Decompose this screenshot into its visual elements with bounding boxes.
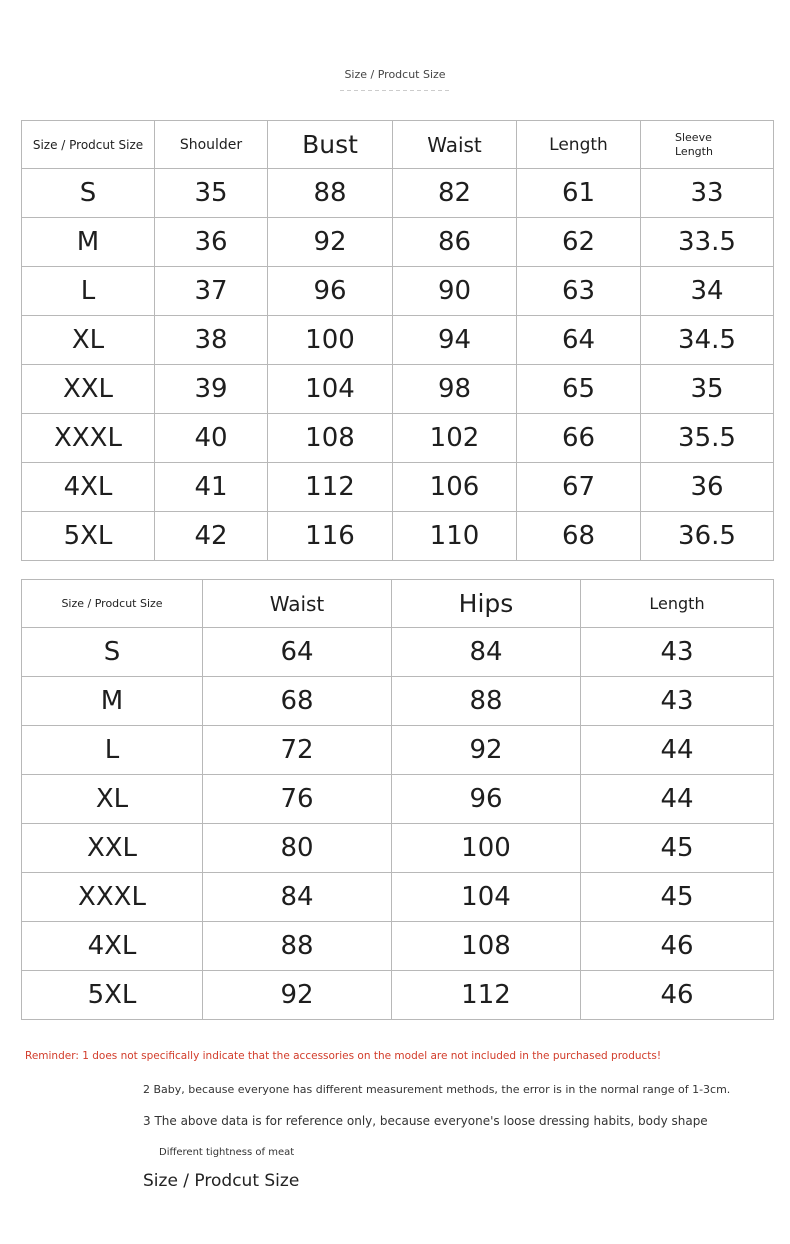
cell-bust: 100 bbox=[268, 316, 393, 365]
cell-length: 66 bbox=[517, 414, 641, 463]
cell-shoulder: 36 bbox=[155, 218, 268, 267]
cell-sleeve: 36.5 bbox=[641, 512, 774, 561]
reminder-note: Reminder: 1 does not specifically indicate that the accessories on the model are not included in the purchased products! bbox=[25, 1050, 662, 1062]
cell-waist: 106 bbox=[393, 463, 517, 512]
cell-size: L bbox=[22, 726, 203, 775]
cell-waist: 110 bbox=[393, 512, 517, 561]
cell-shoulder: 42 bbox=[155, 512, 268, 561]
table-row bbox=[22, 512, 774, 561]
cell-hips: 112 bbox=[392, 971, 581, 1020]
table-row bbox=[22, 922, 774, 971]
reference-note-continued: Different tightness of meat bbox=[159, 1147, 295, 1158]
cell-bust: 92 bbox=[268, 218, 393, 267]
cell-length: 45 bbox=[581, 824, 774, 873]
header-waist: Waist bbox=[393, 121, 517, 169]
cell-bust: 108 bbox=[268, 414, 393, 463]
cell-sleeve: 34.5 bbox=[641, 316, 774, 365]
cell-sleeve: 35.5 bbox=[641, 414, 774, 463]
cell-waist: 84 bbox=[203, 873, 392, 922]
cell-size: XL bbox=[22, 316, 155, 365]
cell-length: 45 bbox=[581, 873, 774, 922]
header-sleeve-line1: Sleeve bbox=[675, 130, 712, 144]
cell-length: 65 bbox=[517, 365, 641, 414]
cell-size: 5XL bbox=[22, 971, 203, 1020]
cell-length: 67 bbox=[517, 463, 641, 512]
cell-size: XXXL bbox=[22, 414, 155, 463]
table-row bbox=[22, 726, 774, 775]
header-length: Length bbox=[581, 580, 774, 628]
cell-size: 5XL bbox=[22, 512, 155, 561]
cell-length: 64 bbox=[517, 316, 641, 365]
cell-waist: 82 bbox=[393, 169, 517, 218]
header-bust: Bust bbox=[268, 121, 393, 169]
cell-sleeve: 33.5 bbox=[641, 218, 774, 267]
cell-waist: 102 bbox=[393, 414, 517, 463]
table-row bbox=[22, 169, 774, 218]
cell-hips: 100 bbox=[392, 824, 581, 873]
cell-length: 62 bbox=[517, 218, 641, 267]
cell-bust: 96 bbox=[268, 267, 393, 316]
cell-waist: 90 bbox=[393, 267, 517, 316]
table-row bbox=[22, 677, 774, 726]
cell-waist: 86 bbox=[393, 218, 517, 267]
cell-hips: 88 bbox=[392, 677, 581, 726]
table-row bbox=[22, 824, 774, 873]
cell-size: XXXL bbox=[22, 873, 203, 922]
cell-waist: 92 bbox=[203, 971, 392, 1020]
cell-waist: 94 bbox=[393, 316, 517, 365]
table-row bbox=[22, 873, 774, 922]
header-waist: Waist bbox=[203, 580, 392, 628]
cell-length: 46 bbox=[581, 971, 774, 1020]
cell-length: 61 bbox=[517, 169, 641, 218]
table-row bbox=[22, 775, 774, 824]
cell-sleeve: 33 bbox=[641, 169, 774, 218]
cell-waist: 72 bbox=[203, 726, 392, 775]
cell-waist: 68 bbox=[203, 677, 392, 726]
cell-hips: 104 bbox=[392, 873, 581, 922]
cell-size: S bbox=[22, 169, 155, 218]
cell-hips: 92 bbox=[392, 726, 581, 775]
top-size-table bbox=[21, 120, 774, 561]
table-row bbox=[22, 414, 774, 463]
bottom-size-table bbox=[21, 579, 774, 1020]
cell-length: 44 bbox=[581, 726, 774, 775]
cell-length: 46 bbox=[581, 922, 774, 971]
measurement-note: 2 Baby, because everyone has different measurement methods, the error is in the normal range of 1-3cm. bbox=[143, 1083, 731, 1096]
cell-shoulder: 37 bbox=[155, 267, 268, 316]
cell-waist: 98 bbox=[393, 365, 517, 414]
cell-hips: 84 bbox=[392, 628, 581, 677]
cell-bust: 88 bbox=[268, 169, 393, 218]
cell-hips: 96 bbox=[392, 775, 581, 824]
header-size: Size / Prodcut Size bbox=[22, 580, 203, 628]
cell-length: 68 bbox=[517, 512, 641, 561]
cell-waist: 76 bbox=[203, 775, 392, 824]
cell-sleeve: 35 bbox=[641, 365, 774, 414]
reference-note: 3 The above data is for reference only, because everyone's loose dressing habits, body shape bbox=[143, 1114, 708, 1128]
cell-hips: 108 bbox=[392, 922, 581, 971]
footer-size-label: Size / Prodcut Size bbox=[143, 1171, 300, 1191]
cell-size: L bbox=[22, 267, 155, 316]
cell-shoulder: 39 bbox=[155, 365, 268, 414]
cell-shoulder: 41 bbox=[155, 463, 268, 512]
title-divider bbox=[340, 90, 450, 91]
cell-shoulder: 38 bbox=[155, 316, 268, 365]
header-sleeve-line2: Length bbox=[675, 144, 713, 158]
cell-size: M bbox=[22, 218, 155, 267]
table-row bbox=[22, 316, 774, 365]
cell-bust: 116 bbox=[268, 512, 393, 561]
cell-size: XXL bbox=[22, 365, 155, 414]
table-row bbox=[22, 267, 774, 316]
cell-size: 4XL bbox=[22, 922, 203, 971]
table-row bbox=[22, 218, 774, 267]
header-length: Length bbox=[517, 121, 641, 169]
table-header-row bbox=[22, 121, 774, 169]
cell-length: 43 bbox=[581, 628, 774, 677]
cell-waist: 64 bbox=[203, 628, 392, 677]
cell-shoulder: 35 bbox=[155, 169, 268, 218]
cell-length: 44 bbox=[581, 775, 774, 824]
cell-size: XL bbox=[22, 775, 203, 824]
table-header-row bbox=[22, 580, 774, 628]
cell-waist: 88 bbox=[203, 922, 392, 971]
cell-length: 43 bbox=[581, 677, 774, 726]
cell-size: M bbox=[22, 677, 203, 726]
cell-shoulder: 40 bbox=[155, 414, 268, 463]
header-size: Size / Prodcut Size bbox=[22, 121, 155, 169]
table-row bbox=[22, 971, 774, 1020]
cell-waist: 80 bbox=[203, 824, 392, 873]
cell-size: 4XL bbox=[22, 463, 155, 512]
cell-sleeve: 34 bbox=[641, 267, 774, 316]
header-shoulder: Shoulder bbox=[155, 121, 268, 169]
table-row bbox=[22, 365, 774, 414]
header-hips: Hips bbox=[392, 580, 581, 628]
page-title: Size / Prodcut Size bbox=[344, 68, 446, 81]
cell-size: S bbox=[22, 628, 203, 677]
cell-size: XXL bbox=[22, 824, 203, 873]
table-row bbox=[22, 628, 774, 677]
cell-sleeve: 36 bbox=[641, 463, 774, 512]
header-sleeve-length bbox=[641, 121, 774, 169]
table-row bbox=[22, 463, 774, 512]
cell-bust: 104 bbox=[268, 365, 393, 414]
cell-length: 63 bbox=[517, 267, 641, 316]
cell-bust: 112 bbox=[268, 463, 393, 512]
